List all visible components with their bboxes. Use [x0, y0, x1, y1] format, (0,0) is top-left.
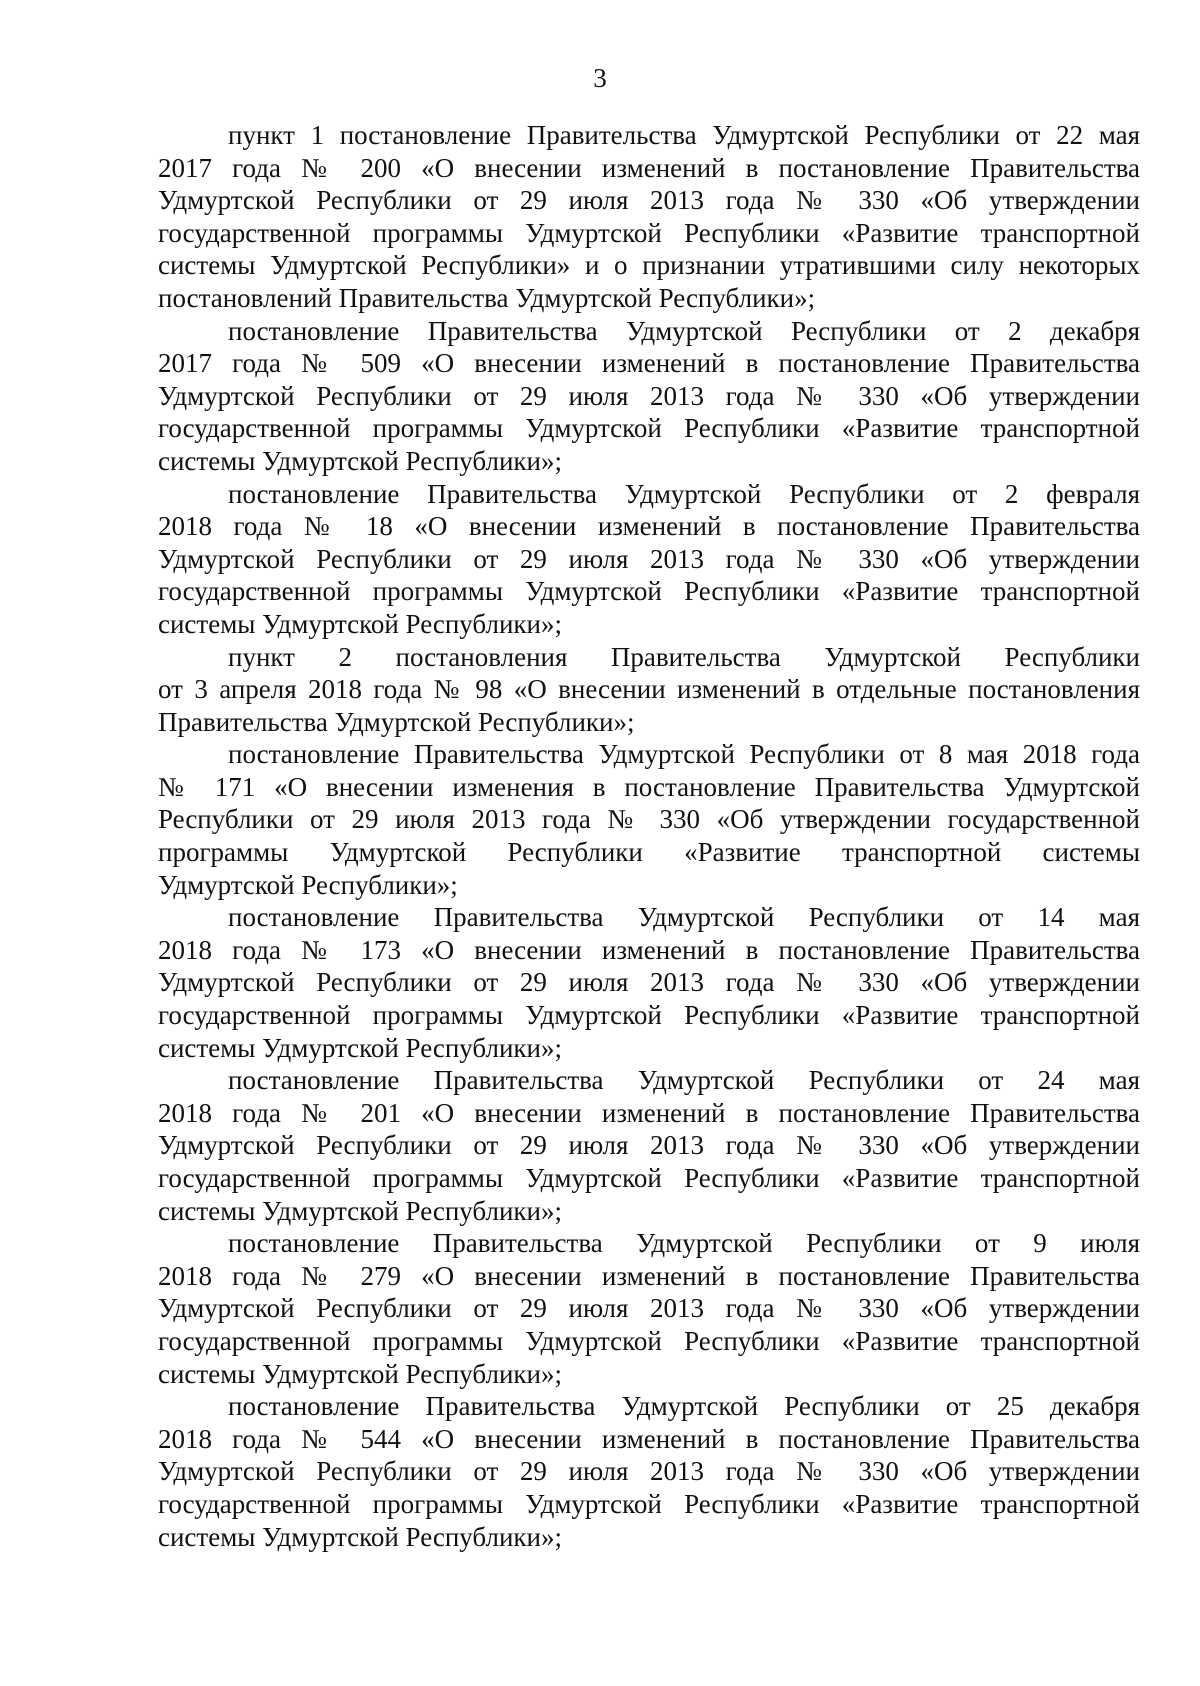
text-line: государственной программы Удмуртской Республики «Развитие транспортной [158, 217, 1140, 248]
paragraph [158, 119, 1140, 315]
text-line: Удмуртской Республики от 29 июля 2013 года № 330 «Об утверждении [158, 1130, 1140, 1161]
text-line: постановление Правительства Удмуртской Республики от 2 февраля [228, 478, 1140, 509]
text-line: 2018 года № 18 «О внесении изменений в постановление Правительства [158, 511, 1140, 542]
text-line: Удмуртской Республики от 29 июля 2013 года № 330 «Об утверждении [158, 1293, 1140, 1324]
text-line: Удмуртской Республики от 29 июля 2013 года № 330 «Об утверждении [158, 543, 1140, 574]
text-line: 2018 года № 544 «О внесении изменений в постановление Правительства [158, 1423, 1140, 1454]
text-line: Удмуртской Республики»; [158, 869, 458, 900]
paragraph [158, 1064, 1140, 1227]
text-line: системы Удмуртской Республики»; [158, 1195, 562, 1226]
text-line: постановление Правительства Удмуртской Республики от 25 декабря [228, 1391, 1140, 1422]
text-line: государственной программы Удмуртской Республики «Развитие транспортной [158, 1163, 1140, 1193]
text-line: государственной программы Удмуртской Республики «Развитие транспортной [158, 1488, 1140, 1519]
text-line: программы Удмуртской Республики «Развитие транспортной системы [158, 837, 1140, 868]
text-line: Удмуртской Республики от 29 июля 2013 года № 330 «Об утверждении [158, 380, 1140, 411]
text-line: Удмуртской Республики от 29 июля 2013 года № 330 «Об утверждении [158, 967, 1140, 998]
text-line: 2017 года № 200 «О внесении изменений в постановление Правительства [158, 152, 1140, 183]
text-line: Республики от 29 июля 2013 года № 330 «Об утверждении государственной [158, 804, 1140, 835]
paragraph [158, 738, 1140, 901]
paragraph [158, 478, 1140, 641]
document-body [158, 119, 1140, 1553]
text-line: государственной программы Удмуртской Республики «Развитие транспортной [158, 1325, 1140, 1356]
text-line: постановление Правительства Удмуртской Республики от 14 мая [228, 902, 1140, 933]
text-line: Правительства Удмуртской Республики»; [158, 706, 635, 737]
paragraph [158, 315, 1140, 478]
text-line: постановление Правительства Удмуртской Республики от 9 июля [228, 1228, 1140, 1259]
text-line: от 3 апреля 2018 года № 98 «О внесении изменений в отдельные постановления [158, 674, 1140, 705]
text-line: постановление Правительства Удмуртской Республики от 2 декабря [228, 315, 1140, 346]
text-line: пункт 2 постановления Правительства Удмуртской Республики [228, 641, 1140, 672]
text-line: № 171 «О внесении изменения в постановление Правительства Удмуртской [158, 771, 1140, 802]
text-line: постановление Правительства Удмуртской Республики от 8 мая 2018 года [228, 739, 1140, 770]
text-line: постановление Правительства Удмуртской Республики от 24 мая [228, 1065, 1140, 1096]
text-line: 2018 года № 173 «О внесении изменений в постановление Правительства [158, 934, 1140, 965]
paragraph [158, 901, 1140, 1064]
text-line: 2017 года № 509 «О внесении изменений в постановление Правительства [158, 348, 1140, 379]
text-line: системы Удмуртской Республики»; [158, 1521, 562, 1552]
text-line: 2018 года № 279 «О внесении изменений в постановление Правительства [158, 1260, 1140, 1291]
paragraph [158, 1390, 1140, 1553]
text-line: государственной программы Удмуртской Республики «Развитие транспортной [158, 1000, 1140, 1031]
text-line: системы Удмуртской Республики»; [158, 608, 562, 639]
paragraph [158, 641, 1140, 739]
text-line: Удмуртской Республики от 29 июля 2013 года № 330 «Об утверждении [158, 185, 1140, 216]
text-line: пункт 1 постановление Правительства Удмуртской Республики от 22 мая [228, 120, 1140, 150]
text-line: государственной программы Удмуртской Республики «Развитие транспортной [158, 413, 1140, 444]
paragraph [158, 1227, 1140, 1390]
text-line: постановлений Правительства Удмуртской Республики»; [158, 282, 816, 313]
text-line: системы Удмуртской Республики»; [158, 445, 562, 476]
text-line: системы Удмуртской Республики»; [158, 1032, 562, 1063]
text-line: Удмуртской Республики от 29 июля 2013 года № 330 «Об утверждении [158, 1456, 1140, 1487]
text-line: системы Удмуртской Республики» и о признании утратившими силу некоторых [158, 250, 1140, 281]
page-number: 3 [593, 63, 607, 93]
text-line: 2018 года № 201 «О внесении изменений в постановление Правительства [158, 1097, 1140, 1128]
text-line: системы Удмуртской Республики»; [158, 1358, 562, 1389]
text-line: государственной программы Удмуртской Республики «Развитие транспортной [158, 576, 1140, 607]
